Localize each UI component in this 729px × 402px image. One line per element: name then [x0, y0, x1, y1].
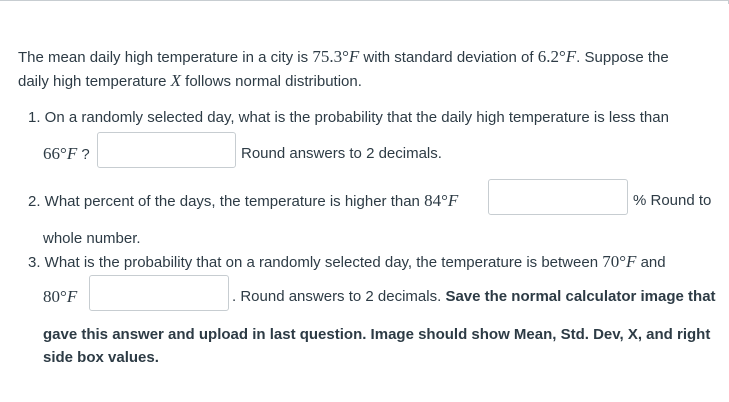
question-2-text: 2. What percent of the days, the temperature is higher than 84°F: [28, 191, 459, 210]
intro-text: with standard deviation of: [359, 49, 538, 66]
question-3-answer-input[interactable]: [89, 275, 229, 311]
question-3-upload-note-end: side box values.: [43, 349, 159, 366]
question-2-instruction: % Round to: [633, 192, 712, 209]
intro-text: daily high temperature: [18, 73, 171, 90]
top-border: [0, 0, 729, 4]
question-2-answer-input[interactable]: [488, 179, 628, 215]
sd-value: 6.2°F: [537, 47, 577, 66]
question-3-value: 80°F: [43, 287, 78, 306]
question-1-text: 1. On a randomly selected day, what is the probability that the daily high temperature is less than: [28, 109, 669, 126]
question-3-text: 3. What is the probability that on a randomly selected day, the temperature is between 70°F and: [28, 252, 666, 271]
question-1-answer-input[interactable]: [97, 132, 236, 168]
variable-x: X: [170, 71, 181, 90]
question-1-value: 66°F ?: [43, 144, 90, 163]
question-1-instruction: Round answers to 2 decimals.: [241, 145, 442, 162]
question-2-instruction-cont: whole number.: [43, 230, 141, 247]
intro-line-1: [18, 47, 669, 68]
question-3-upload-note: Save the normal calculator image that: [445, 288, 716, 305]
intro-text: The mean daily high temperature in a city is: [18, 49, 313, 66]
intro-line-2: [18, 71, 362, 92]
intro-text: follows normal distribution.: [180, 73, 362, 90]
question-3-upload-note-cont: gave this answer and upload in last question. Image should show Mean, Std. Dev, X, and right: [43, 326, 711, 343]
intro-text: . Suppose the: [576, 49, 669, 66]
mean-value: 75.3°F: [312, 47, 360, 66]
question-3-instruction: . Round answers to 2 decimals. Save the normal calculator image that: [232, 288, 716, 305]
